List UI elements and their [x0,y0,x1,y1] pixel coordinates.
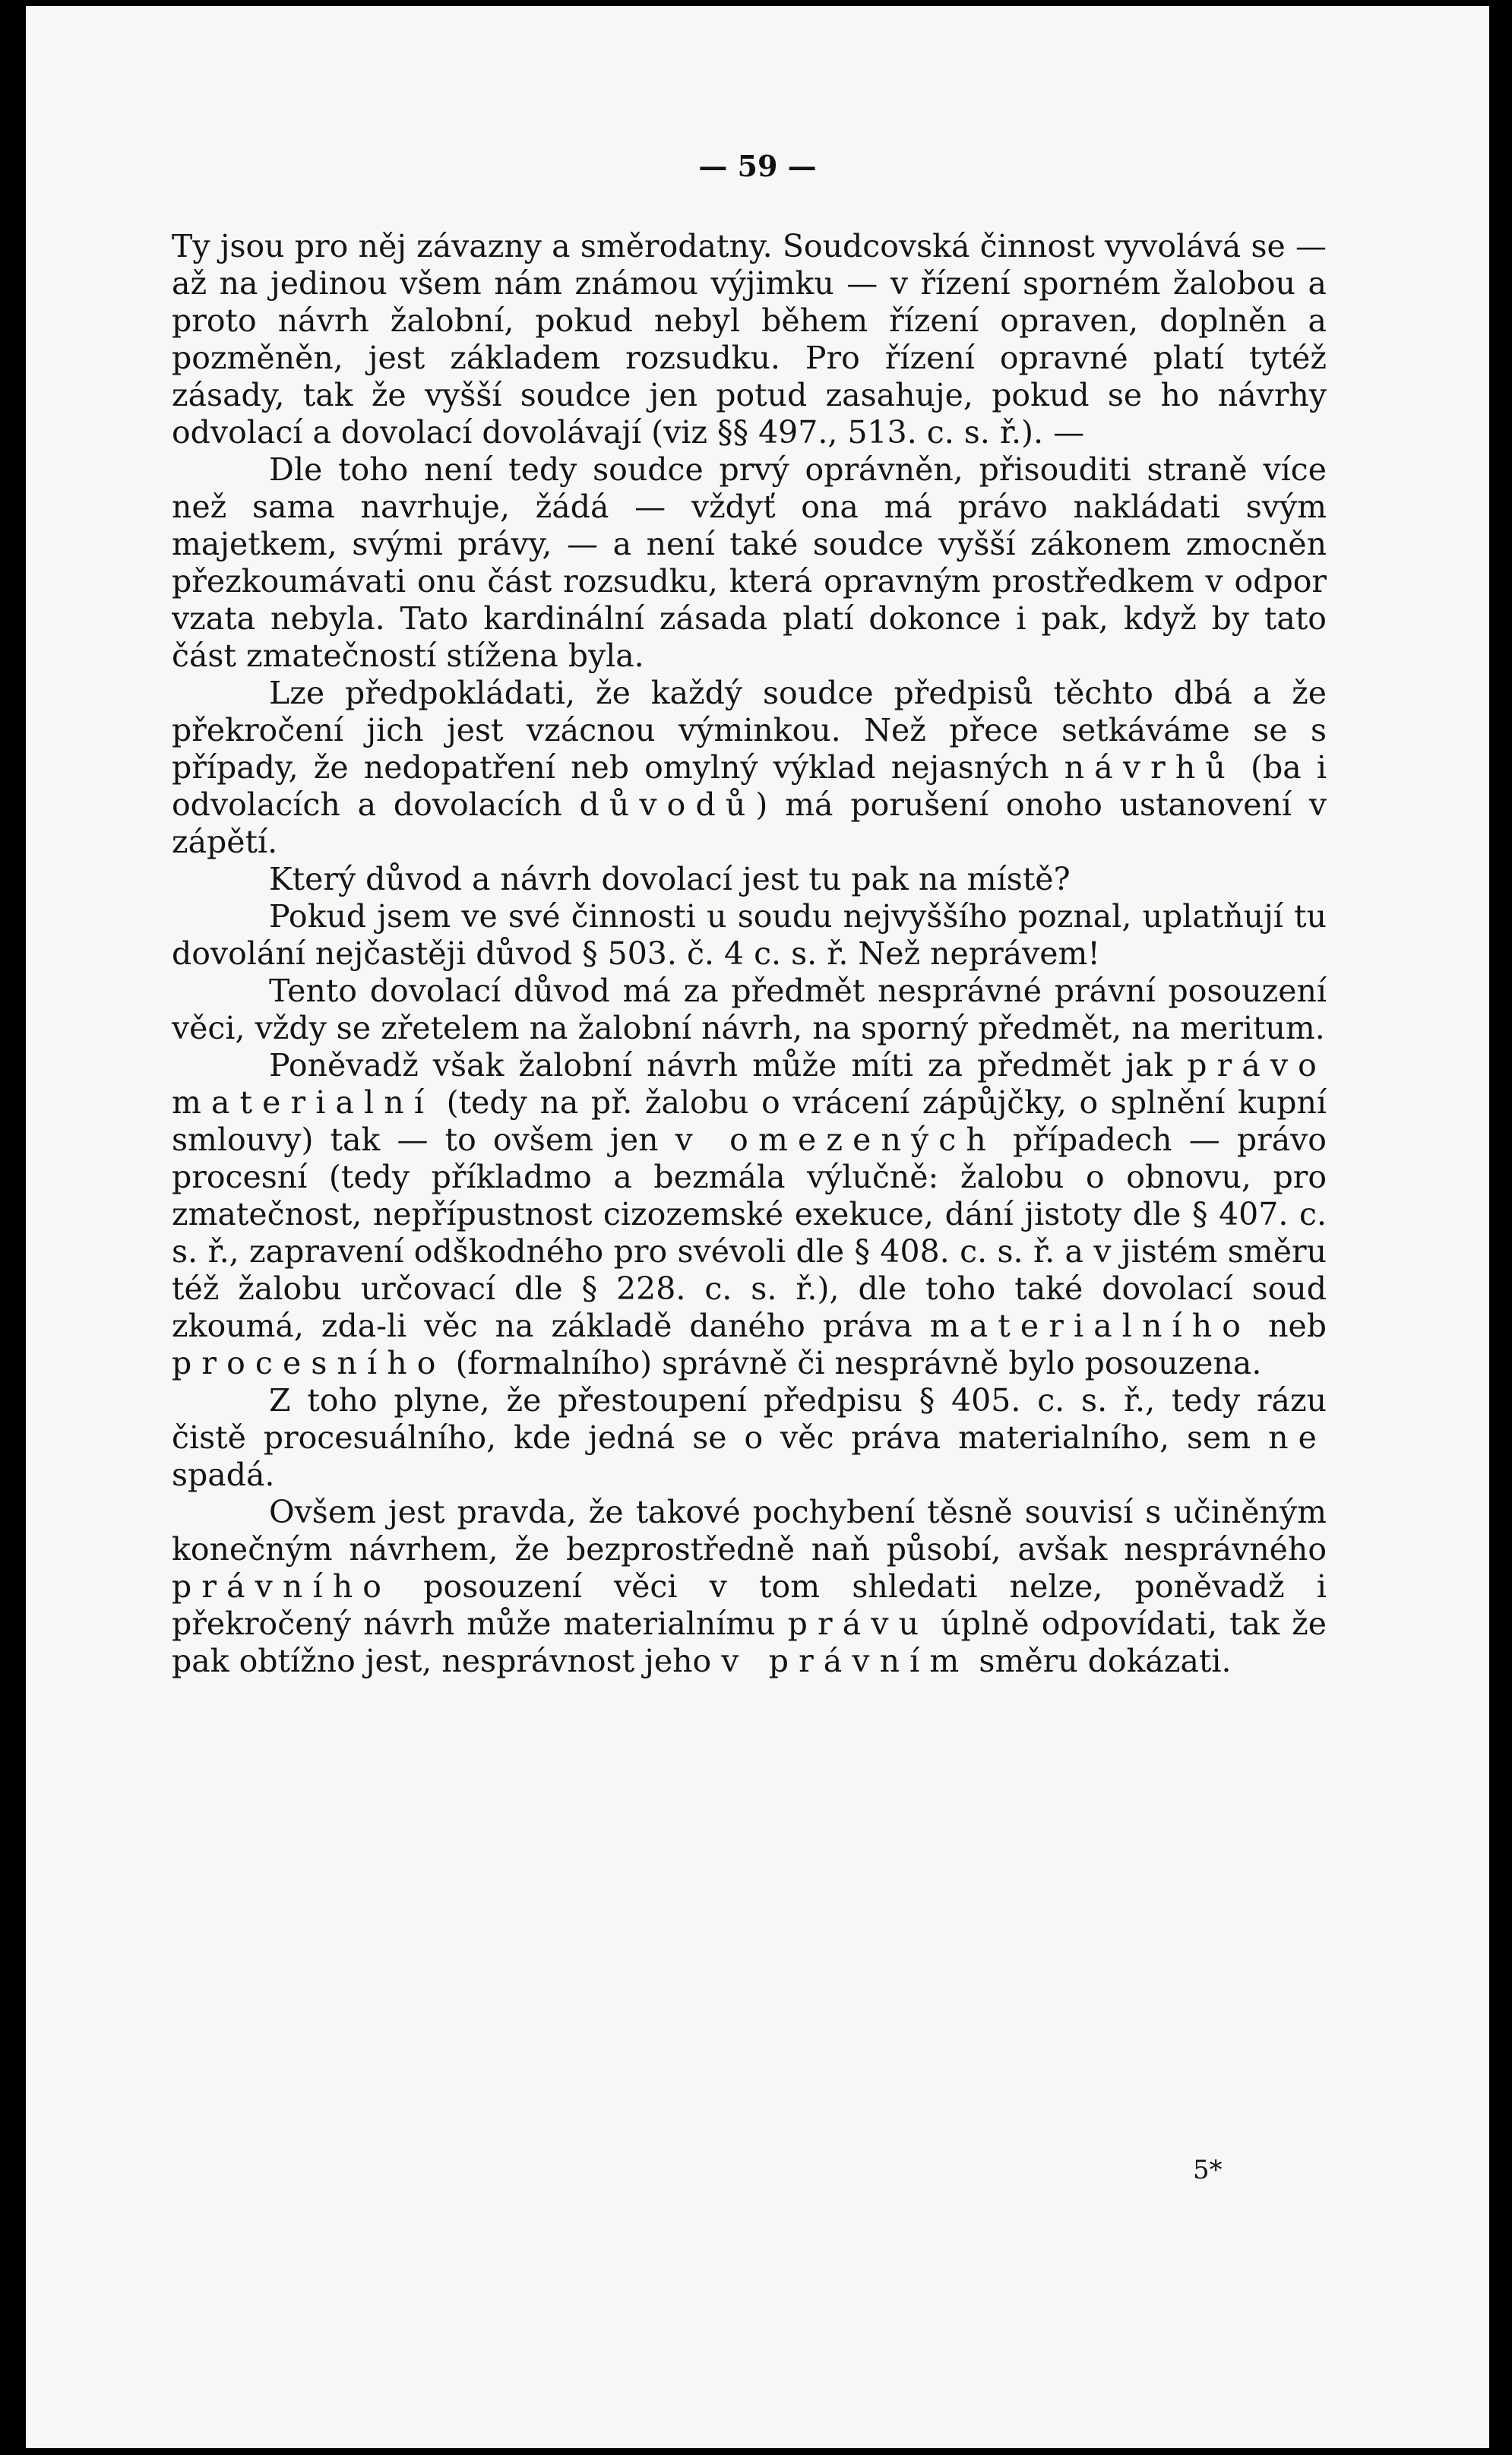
spaced-emphasis: právního [172,1568,392,1605]
text-run: Tento dovolací důvod má za předmět nesprávné právní posouzení věci, vždy se zřetelem na žalobní návrh, na sporný předmět, na meritum. [172,973,1327,1046]
spaced-emphasis: procesního [172,1345,446,1381]
text-run: neb [1251,1308,1327,1344]
paragraph [172,898,1327,973]
paragraph [172,228,1327,451]
text-run: Ty jsou pro něj závazny a směrodatny. Soudcovská činnost vyvolává se — až na jedinou všem nám známou výjimku — v řízení sporném žalobou a proto návrh žalobní, pokud nebyl během řízení opraven, doplněn a pozměněn, jest základem rozsudku. Pro řízení opravné platí tytéž zásady, tak že vyšší soudce jen potud zasahuje, pokud se ho návrhy odvolací a dovolací dovolávají (viz §§ 497., 513. c. s. ř.). — [172,228,1327,451]
text-run: Z toho plyne, že přestoupení předpisu § 405. c. s. ř., tedy rázu čistě procesuálního, kde jedná se o věc práva materialního, sem [172,1382,1327,1456]
paragraph [172,973,1327,1047]
paragraph [172,861,1327,898]
paragraph [172,675,1327,861]
paragraph [172,1382,1327,1494]
text-run: ) má porušení onoho ustanovení v zápětí. [172,786,1327,860]
text-run: (formalního) správně či nesprávně bylo posouzena. [445,1345,1262,1381]
text-run: Ovšem jest pravda, že takové pochybení těsně souvisí s učiněným konečným návrhem, že bezprostředně naň působí, avšak nesprávného [172,1494,1327,1568]
page-number: — 59 — [698,149,817,183]
document-body [172,228,1327,1680]
spaced-emphasis: důvodů [579,786,756,823]
text-run: posouzení věci v tom shledati nelze, poněvadž i překročený návrh může materialnímu [172,1568,1327,1642]
spaced-emphasis: ne [1268,1419,1327,1456]
text-run: směru dokázati. [969,1643,1232,1679]
document-page [26,6,1489,2448]
spaced-emphasis: návrhů [1064,749,1235,786]
text-run: případech — právo procesní (tedy příkladmo a bezmála výlučně: žalobu o obnovu, pro zmatečnost, nepřípustnost cizozemské exekuce, dání jistoty dle § 407. c. s. ř., zapravení odškodného pro svévoli dle § 408. c. s. ř. a v jistém směru též žalobu určovací dle § 228. c. s. ř.), dle toho také dovolací soud zkoumá, zda-li věc na základě daného práva [172,1122,1327,1344]
text-run: Který důvod a návrh dovolací jest tu pak na místě? [269,861,1071,897]
text-run: (ba i odvolacích a dovolacích [172,749,1327,823]
paragraph [172,1494,1327,1680]
text-run: Pokud jsem ve své činnosti u soudu nejvyššího poznal, uplatňují tu dovolání nejčastěji důvod § 503. č. 4 c. s. ř. Než neprávem! [172,898,1327,972]
text-run: (tedy na př. žalobu o vrácení zápůjčky, o splnění kupní smlouvy) tak — to ovšem jen [172,1084,1327,1158]
spaced-emphasis: v právním [721,1643,970,1679]
spaced-emphasis: právu [787,1606,929,1642]
text-run: Poněvadž však žalobní návrh může míti za předmět jak [269,1047,1188,1084]
signature-mark: 5* [1193,2155,1223,2185]
spaced-emphasis: v omezených [675,1122,996,1158]
text-run: spadá. [172,1457,275,1493]
text-run: úplně odpovídati, tak že pak obtížno jest, nesprávnost jeho [172,1606,1327,1679]
spaced-emphasis: materialního [929,1308,1251,1344]
paragraph [172,451,1327,675]
spaced-emphasis: právo materialní [172,1047,1327,1121]
text-run: Dle toho není tedy soudce prvý oprávněn, přisouditi straně více než sama navrhuje, žádá — vždyť ona má právo nakládati svým majetkem, svými právy, — a není také soudce vyšší zákonem zmocněn přezkoumávati onu část rozsudku, která opravným prostředkem v odpor vzata nebyla. Tato kardinální zásada platí dokonce i pak, když by tato část zmatečností stížena byla. [172,451,1327,674]
text-run: Lze předpokládati, že každý soudce předpisů těchto dbá a že překročení jich jest vzácnou výminkou. Než přece setkáváme se s případy, že nedopatření neb omylný výklad nejasných [172,675,1327,786]
paragraph [172,1047,1327,1382]
